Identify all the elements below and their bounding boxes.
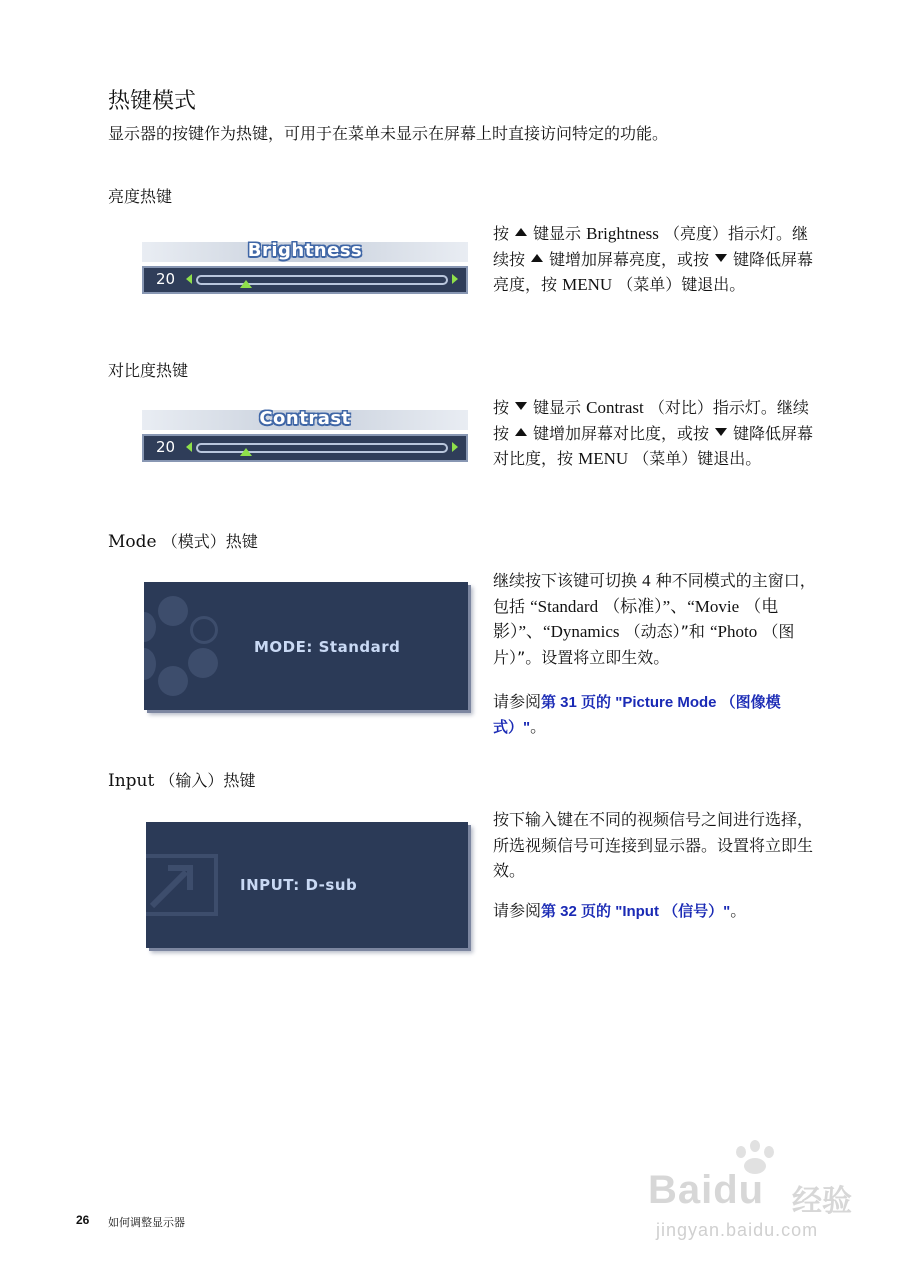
input-link[interactable]: 第 32 页的 "Input （信号）" [541,903,731,920]
input-osd-panel [146,822,468,948]
input-reference [493,898,746,921]
up-key-icon [515,428,527,436]
ref-prefix: 请参阅 [493,692,542,711]
left-arrow-icon [186,442,192,452]
brightness-osd [142,238,468,296]
page-title: 热键模式 [108,89,197,114]
heading-latin: Mode [108,532,157,552]
contrast-osd [142,406,468,464]
ref-prefix: 请参阅 [493,901,542,920]
text-segment: MENU [578,449,629,468]
down-key-icon [715,428,727,436]
mode-label: MODE: Standard [254,638,401,656]
contrast-description [493,395,823,472]
mode-description [493,568,823,670]
text-segment: 键降低屏幕亮度，按 [493,249,814,294]
brightness-heading: 亮度热键 [108,187,173,206]
slider-track [196,275,448,285]
mode-reference [493,690,823,740]
text-segment: （亮度）指示灯。继续按 [493,224,808,269]
circle-decoration-icon [158,596,188,626]
osd-slider-bar [142,266,468,294]
text-segment: 键降低屏幕对比度，按 [493,423,814,468]
text-segment: （对比）指示灯。继续按 [493,398,809,443]
slider-marker-icon [240,280,252,288]
text-segment: Brightness [586,224,659,243]
text-segment: （标准）”、“Movie [603,596,740,616]
osd-value: 20 [156,270,176,288]
right-arrow-icon [452,274,458,284]
circle-decoration-icon [188,648,218,678]
text-segment: （图片）”。设置将立即生效。 [493,622,795,667]
osd-title: Brightness [247,240,363,261]
text-segment: Contrast [586,398,644,417]
ref-suffix: 。 [530,717,547,736]
text-segment: （菜单）键退出。 [617,275,746,294]
text-segment: （电影）”、“Dynamics [493,596,779,641]
right-arrow-icon [452,442,458,452]
footer-section: 如何调整显示器 [108,1216,185,1229]
input-arrow-icon [146,852,222,918]
picture-mode-link[interactable]: 第 31 页的 "Picture Mode （图像模式）" [493,694,781,736]
watermark-cn: 经验 [792,1184,852,1219]
mode-heading [108,529,258,552]
contrast-heading: 对比度热键 [108,361,189,380]
circle-decoration-icon [144,648,156,680]
text-segment: MENU [562,275,613,294]
text-segment: 4 [642,571,651,590]
text-segment: 种不同模式的主窗口，包括 [493,571,816,616]
brightness-description [493,221,823,298]
osd-slider-bar [142,434,468,462]
ring-decoration-icon [190,616,218,644]
text-segment: （菜单）键退出。 [633,449,762,468]
text-segment: 键显示 [533,398,582,417]
circle-decoration-icon [158,666,188,696]
osd-title: Contrast [259,408,351,429]
text-segment: （动态）”和 [624,622,705,641]
up-key-icon [531,254,543,262]
page-number: 26 [76,1213,90,1227]
baidu-watermark [640,1140,870,1250]
text-segment: 按 [493,398,510,417]
text-segment: 键显示 [533,224,582,243]
text-segment: “Photo [710,622,758,641]
up-key-icon [515,228,527,236]
ref-suffix: 。 [730,901,747,920]
heading-cn: （模式）热键 [161,532,258,551]
paw-icon [750,1140,760,1152]
input-description: 按下输入键在不同的视频信号之间进行选择，所选视频信号可连接到显示器。设置将立即生效。 [493,810,814,880]
paw-icon [764,1146,774,1158]
input-heading [108,768,255,791]
text-segment: 键增加屏幕亮度，或按 [549,249,710,269]
intro-text: 显示器的按键作为热键，可用于在菜单未显示在屏幕上时直接访问特定的功能。 [108,124,669,143]
osd-value: 20 [156,438,176,456]
text-segment: 键增加屏幕对比度，或按 [533,423,710,443]
paw-icon [736,1146,746,1158]
watermark-logo: Baidu [648,1168,765,1212]
slider-track [196,443,448,453]
input-label: INPUT: D-sub [240,876,358,894]
text-segment: “Standard [530,596,599,616]
slider-marker-icon [240,448,252,456]
down-key-icon [715,254,727,262]
text-segment: 继续按下该键可切换 [493,571,638,590]
heading-cn: （输入）热键 [159,771,256,790]
down-key-icon [515,402,527,410]
mode-osd-panel [144,582,468,710]
left-arrow-icon [186,274,192,284]
text-segment: 按 [493,224,510,243]
watermark-url: jingyan.baidu.com [656,1220,819,1240]
circle-decoration-icon [144,612,156,642]
heading-latin: Input [108,771,155,791]
